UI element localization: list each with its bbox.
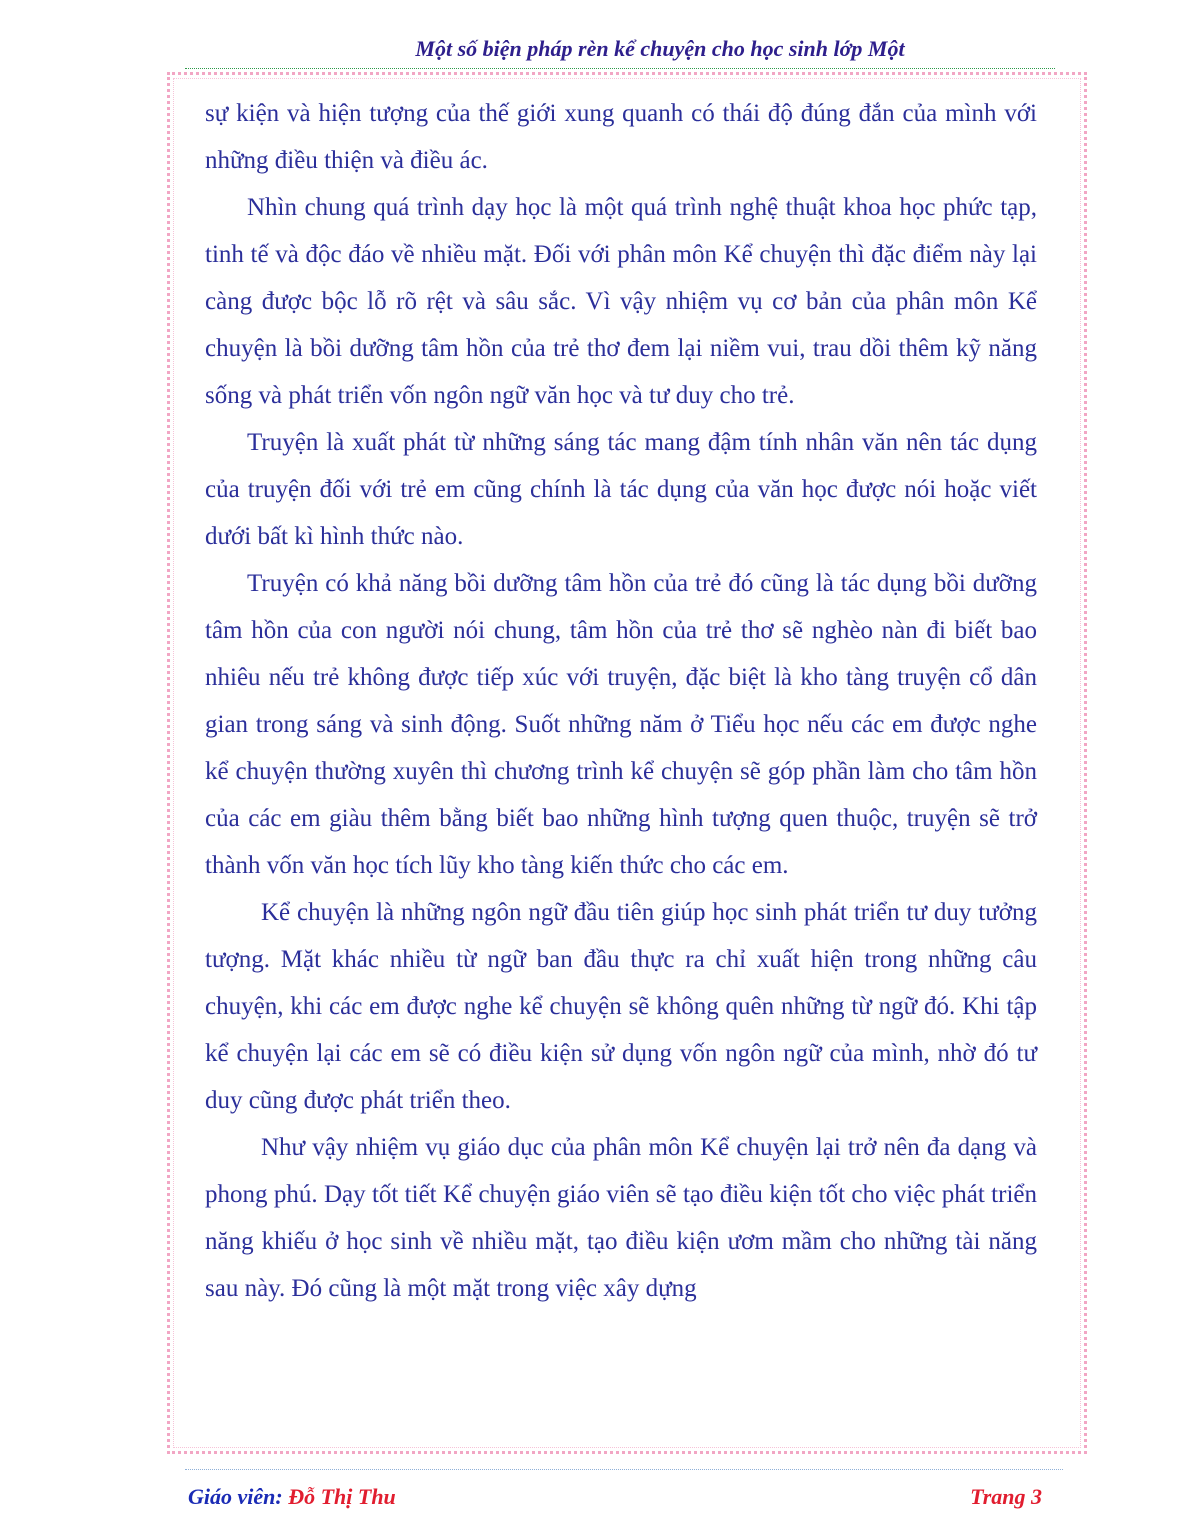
document-body — [205, 90, 1037, 1312]
teacher-name: Đỗ Thị Thu — [288, 1484, 396, 1509]
paragraph: Truyện có khả năng bồi dưỡng tâm hồn của trẻ đó cũng là tác dụng bồi dưỡng tâm hồn của con người nói chung, tâm hồn của trẻ thơ sẽ nghèo nàn đi biết bao nhiêu nếu trẻ không được tiếp xúc với truyện, đặc biệt là kho tàng truyện cổ dân gian trong sáng và sinh động. Suốt những năm ở Tiểu học nếu các em được nghe kể chuyện thường xuyên thì chương trình kể chuyện sẽ góp phần làm cho tâm hồn của các em giàu thêm bằng biết bao những hình tượng quen thuộc, truyện sẽ trở thành vốn văn học tích lũy kho tàng kiến thức cho các em. — [205, 570, 1037, 879]
paragraph: Truyện là xuất phát từ những sáng tác mang đậm tính nhân văn nên tác dụng của truyện đối với trẻ em cũng chính là tác dụng của văn học được nói hoặc viết dưới bất kì hình thức nào. — [205, 429, 1037, 550]
paragraph: Kể chuyện là những ngôn ngữ đầu tiên giúp học sinh phát triển tư duy tưởng tượng. Mặt khác nhiều từ ngữ ban đầu thực ra chỉ xuất hiện trong những câu chuyện, khi các em được nghe kể chuyện sẽ không quên những từ ngữ đó. Khi tập kể chuyện lại các em sẽ có điều kiện sử dụng vốn ngôn ngữ của mình, nhờ đó tư duy cũng được phát triển theo. — [205, 899, 1037, 1114]
paragraph: Nhìn chung quá trình dạy học là một quá trình nghệ thuật khoa học phức tạp, tinh tế và độc đáo về nhiều mặt. Đối với phân môn Kể chuyện thì đặc điểm này lại càng được bộc lỗ rõ rệt và sâu sắc. Vì vậy nhiệm vụ cơ bản của phân môn Kể chuyện là bồi dưỡng tâm hồn của trẻ thơ đem lại niềm vui, trau dồi thêm kỹ năng sống và phát triển vốn ngôn ngữ văn học và tư duy cho trẻ. — [205, 194, 1037, 409]
footer-divider — [185, 1469, 1063, 1470]
footer-teacher — [188, 1484, 396, 1510]
header-title: Một số biện pháp rèn kể chuyện cho học sinh lớp Một — [415, 36, 905, 61]
paragraph: Như vậy nhiệm vụ giáo dục của phân môn Kể chuyện lại trở nên đa dạng và phong phú. Dạy tốt tiết Kể chuyện giáo viên sẽ tạo điều kiện tốt cho việc phát triển năng khiếu ở học sinh về nhiều mặt, tạo điều kiện ươm mầm cho những tài năng sau này. Đó cũng là một mặt trong việc xây dựng — [205, 1134, 1037, 1302]
paragraph: sự kiện và hiện tượng của thế giới xung quanh có thái độ đúng đắn của mình với những điều thiện và điều ác. — [205, 100, 1037, 174]
header-divider — [185, 68, 1055, 69]
teacher-label: Giáo viên: — [188, 1484, 283, 1509]
page-number: Trang 3 — [970, 1484, 1042, 1509]
